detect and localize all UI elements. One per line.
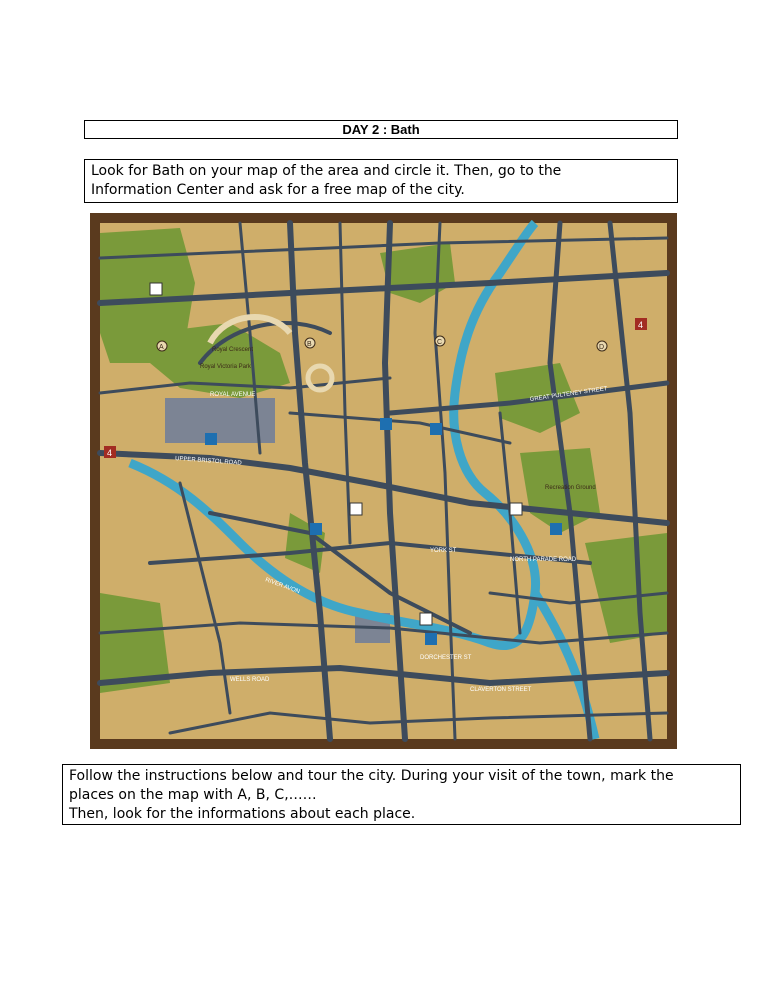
toilets-icon xyxy=(150,283,162,295)
label-great-pulteney-street: GREAT PULTENEY STREET xyxy=(529,386,608,403)
label-dorchester-st: DORCHESTER ST xyxy=(420,655,472,661)
tour-instructions xyxy=(62,764,741,825)
route-badge-west-text: 4 xyxy=(107,448,113,458)
page-title: DAY 2 : Bath xyxy=(84,120,678,139)
route-badge-east-text: 4 xyxy=(638,320,644,330)
intro-line-2: Information Center and ask for a free map of the city. xyxy=(91,182,465,198)
follow-line-2: places on the map with A, B, C,…… xyxy=(69,787,317,803)
label-royal-victoria-park: Royal Victoria Park xyxy=(200,364,251,370)
parking-icon xyxy=(430,423,442,435)
parking-icon xyxy=(310,523,322,535)
toilets-icon xyxy=(350,503,362,515)
label-royal-avenue: ROYAL AVENUE xyxy=(210,392,256,398)
marker-d-text: D xyxy=(599,344,605,351)
follow-line-3: Then, look for the informations about each place. xyxy=(69,806,416,822)
label-upper-bristol-road: UPPER BRISTOL ROAD xyxy=(174,456,242,467)
marker-c-text: C xyxy=(437,339,443,346)
label-north-parade-road: NORTH PARADE ROAD xyxy=(510,557,577,563)
label-wells-road: WELLS ROAD xyxy=(230,677,270,683)
label-recreation-ground: Recreation Ground xyxy=(545,485,596,491)
parking-icon xyxy=(425,633,437,645)
intro-line-1: Look for Bath on your map of the area and circle it. Then, go to the xyxy=(91,163,562,179)
label-york-st: YORK ST xyxy=(430,548,457,554)
label-royal-crescent: Royal Crescent xyxy=(212,347,254,353)
parking-icon xyxy=(550,523,562,535)
label-river-avon: RIVER AVON xyxy=(264,577,301,596)
bath-city-map xyxy=(90,213,677,749)
follow-line-1: Follow the instructions below and tour the city. During your visit of the town, mark the xyxy=(69,768,674,784)
map-svg xyxy=(90,213,677,749)
intro-instructions xyxy=(84,159,678,203)
marker-a-text: A xyxy=(159,344,164,351)
parking-icon xyxy=(380,418,392,430)
label-claverton-street: CLAVERTON STREET xyxy=(470,687,532,693)
parking-icon xyxy=(205,433,217,445)
toilets-icon xyxy=(510,503,522,515)
marker-b-text: B xyxy=(307,341,312,348)
toilets-icon xyxy=(420,613,432,625)
